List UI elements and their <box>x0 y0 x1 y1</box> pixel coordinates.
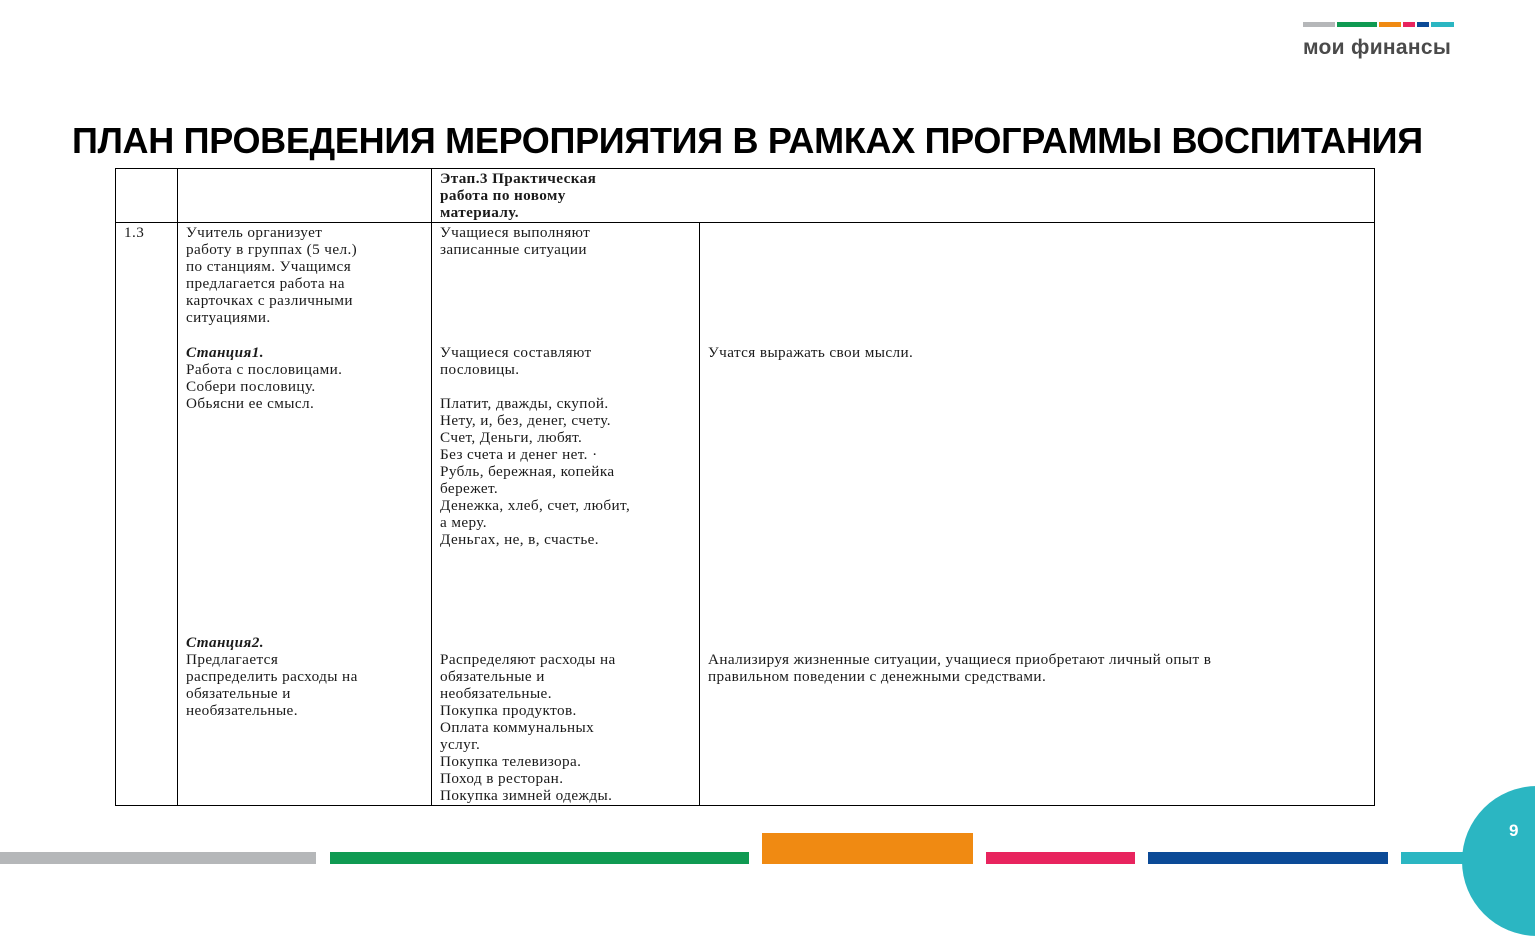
station2-task: Станция2. Предлагается распределить расходы на обязательные и необязательные. <box>186 634 423 719</box>
row-number-cell <box>116 223 178 806</box>
station2-title: Станция2. <box>186 634 264 651</box>
brand-name: мои финансы <box>1303 36 1452 59</box>
page-corner-badge <box>1462 786 1535 936</box>
student-station1: Учащиеся составляют пословицы. <box>440 344 592 378</box>
brand-logo <box>1303 22 1458 62</box>
student-activity-cell <box>432 223 700 806</box>
teacher-intro: Учитель организует работу в группах (5 чел.) по станциям. Учащимся предлагается работа на карточках с различными ситуациями. <box>186 224 358 326</box>
row-number: 1.3 <box>124 224 145 241</box>
footer-stripe-green <box>330 852 749 864</box>
event-plan-table <box>115 168 1375 806</box>
table-row <box>116 223 1375 806</box>
result-cell <box>700 223 1375 806</box>
student-station2: Распределяют расходы на обязательные и необязательные. Покупка продуктов. Оплата коммунальных услуг. Покупка телевизора. Поход в ресторан. Покупка зимней одежды. <box>440 651 616 804</box>
table-header-row <box>116 169 1375 223</box>
page-number: 9 <box>1509 821 1519 840</box>
result-station2: Анализируя жизненные ситуации, учащиеся приобретают личный опыт в правильном поведении с денежными средствами. <box>708 651 1212 685</box>
footer-stripe-gray <box>0 852 316 864</box>
teacher-activity-cell <box>178 223 432 806</box>
logo-color-bar <box>1303 22 1454 27</box>
page-title: ПЛАН ПРОВЕДЕНИЯ МЕРОПРИЯТИЯ В РАМКАХ ПРОГРАММЫ ВОСПИТАНИЯ <box>72 120 1423 161</box>
student-intro: Учащиеся выполняют записанные ситуации <box>440 224 591 258</box>
stage-title: Этап.3 Практическая работа по новому материалу. <box>440 170 597 221</box>
result-station1: Учатся выражать свои мысли. <box>708 344 914 361</box>
footer-stripe-pink <box>986 852 1135 864</box>
footer-stripe-blue <box>1148 852 1388 864</box>
header-cell-stage <box>432 169 1375 223</box>
header-cell-teacher <box>178 169 432 223</box>
station1-task: Станция1. Работа с пословицами. Собери пословицу. Обьясни ее смысл. <box>186 344 423 412</box>
header-cell-number <box>116 169 178 223</box>
footer-block-orange <box>762 833 973 864</box>
proverb-words-list: Платит, дважды, скупой. Нету, и, без, денег, счету. Счет, Деньги, любят. Без счета и денег нет. · Рубль, бережная, копейка бережет. Денежка, хлеб, счет, любит, а меру. Деньгах, не, в, счастье. <box>440 395 631 548</box>
station1-title: Станция1. <box>186 344 264 361</box>
